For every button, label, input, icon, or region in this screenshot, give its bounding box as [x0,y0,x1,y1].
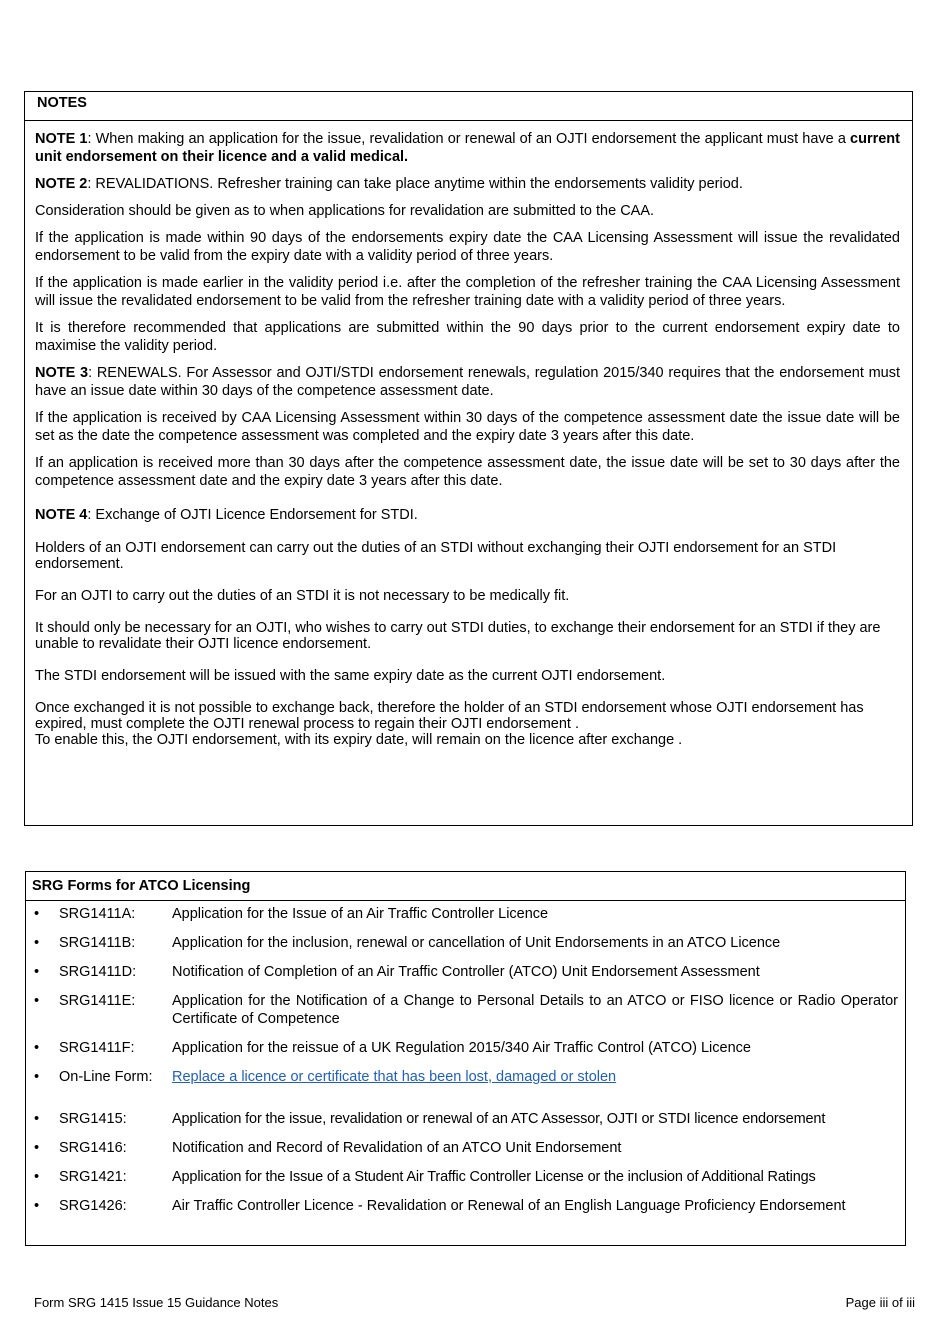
note-2-earlier: If the application is made earlier in the validity period i.e. after the completion of the refresher training the CAA Licensing Assessment will issue the revalidated endorsement to be valid from the refresher training date with a validity period of three years. [35,275,900,309]
form-code: SRG1411B: [59,935,136,951]
form-description: Application for the Issue of a Student Air Traffic Controller License or the inclusion of Additional Ratings [172,1169,816,1185]
form-code: SRG1421: [59,1169,127,1185]
note-2-consideration: Consideration should be given as to when applications for revalidation are submitted to the CAA. [35,203,655,219]
form-item-srg1411b [26,934,905,952]
note-1-text: : When making an application for the issue, revalidation or renewal of an OJTI endorsement the applicant must have a [87,131,851,147]
form-code: SRG1411F: [59,1040,135,1056]
bullet-icon: • [34,1198,40,1214]
note-4-holders: Holders of an OJTI endorsement can carry out the duties of an STDI without exchanging their OJTI endorsement for an STDI endorsement. [35,540,837,572]
note-2 [35,175,900,193]
bullet-icon: • [34,1069,40,1085]
form-code: SRG1411E: [59,993,136,1009]
form-code: SRG1411D: [59,964,137,980]
bullet-icon: • [34,906,40,922]
note-2-text: : REVALIDATIONS. Refresher training can take place anytime within the endorsements validity period. [87,176,743,192]
srg-forms-header: SRG Forms for ATCO Licensing [26,872,905,901]
note-1-bold-text: current unit endorsement on their licence and a valid medical. [35,131,900,165]
form-description: Application for the Notification of a Change to Personal Details to an ATCO or FISO licence or Radio Operator Certificate of Competence [172,993,898,1027]
bullet-icon: • [34,1040,40,1056]
bullet-icon: • [34,964,40,980]
form-item-srg1411e [26,992,905,1028]
note-2-recommendation: It is therefore recommended that applications are submitted within the 90 days prior to the current endorsement expiry date to maximise the validity period. [35,320,900,354]
form-description-wrapper [172,1068,898,1086]
note-4-same-expiry: The STDI endorsement will be issued with the same expiry date as the current OJTI endorsement. [35,668,666,684]
note-3-label: NOTE 3 [35,365,89,381]
note-4-enable: To enable this, the OJTI endorsement, with its expiry date, will remain on the licence after exchange . [35,732,683,748]
form-description: Application for the inclusion, renewal or cancellation of Unit Endorsements in an ATCO Licence [172,935,781,951]
note-1 [35,130,900,166]
form-item-srg1426 [26,1197,905,1215]
srg-forms-section [25,871,906,1246]
srg-forms-list [26,905,905,1226]
note-4-once-exchanged: Once exchanged it is not possible to exchange back, therefore the holder of an STDI endorsement whose OJTI endorsement has expired, must complete the OJTI renewal process to regain their OJTI endorsement . [35,700,864,732]
form-code: SRG1416: [59,1140,127,1156]
form-item-srg1411f [26,1039,905,1057]
form-item-srg1415 [26,1110,905,1128]
note-4-text: : Exchange of OJTI Licence Endorsement for STDI. [87,507,418,523]
form-code: SRG1415: [59,1111,127,1127]
notes-bottom-divider [24,825,913,826]
replace-licence-link[interactable]: Replace a licence or certificate that has been lost, damaged or stolen [172,1069,617,1085]
form-item-online-form [26,1068,905,1086]
bullet-icon: • [34,1169,40,1185]
form-description: Application for the reissue of a UK Regulation 2015/340 Air Traffic Control (ATCO) Licence [172,1040,751,1056]
form-item-srg1411a [26,905,905,923]
bullet-icon: • [34,1111,40,1127]
note-1-label: NOTE 1 [35,131,88,147]
note-2-within-90-days: If the application is made within 90 days of the endorsements expiry date the CAA Licensing Assessment will issue the revalidated endorsement to be valid from the expiry date with a validity period of three years. [35,230,900,264]
form-item-srg1411d [26,963,905,981]
footer-form-id: Form SRG 1415 Issue 15 Guidance Notes [34,1295,279,1310]
note-4 [35,506,900,524]
note-3 [35,364,900,400]
form-description: Application for the issue, revalidation or renewal of an ATC Assessor, OJTI or STDI licence endorsement [172,1111,826,1127]
form-code: SRG1426: [59,1198,127,1214]
form-description: Notification of Completion of an Air Traffic Controller (ATCO) Unit Endorsement Assessment [172,964,760,980]
note-4-label: NOTE 4 [35,507,88,523]
bullet-icon: • [34,935,40,951]
note-3-text: : RENEWALS. For Assessor and OJTI/STDI endorsement renewals, regulation 2015/340 requires that the endorsement must have an issue date within 30 days of the competence assessment date. [35,365,900,399]
note-4-medically-fit: For an OJTI to carry out the duties of an STDI it is not necessary to be medically fit. [35,588,570,604]
note-3-more-than-30-days: If an application is received more than 30 days after the competence assessment date, the issue date will be set to 30 days after the competence assessment date and the expiry date 3 years after this date. [35,455,900,489]
notes-body [35,130,900,757]
form-code: SRG1411A: [59,906,136,922]
bullet-icon: • [34,993,40,1009]
bullet-icon: • [34,1140,40,1156]
note-2-label: NOTE 2 [35,176,88,192]
form-description: Application for the Issue of an Air Traffic Controller Licence [172,906,549,922]
form-code: On-Line Form: [59,1069,153,1085]
note-4-should-exchange: It should only be necessary for an OJTI, who wishes to carry out STDI duties, to exchange their endorsement for an STDI if they are unable to revalidate their OJTI licence endorsement. [35,620,881,652]
footer-page-number: Page iii of iii [845,1295,915,1310]
form-item-srg1421 [26,1168,905,1186]
notes-header-divider [25,120,912,121]
form-description: Air Traffic Controller Licence - Revalidation or Renewal of an English Language Proficiency Endorsement [172,1198,846,1214]
note-3-within-30-days: If the application is received by CAA Licensing Assessment within 30 days of the competence assessment date the issue date will be set as the date the competence assessment was completed and the expiry date 3 years after this date. [35,410,900,444]
notes-section [24,91,913,826]
form-description: Notification and Record of Revalidation of an ATCO Unit Endorsement [172,1140,622,1156]
notes-header: NOTES [37,95,87,111]
form-item-srg1416 [26,1139,905,1157]
